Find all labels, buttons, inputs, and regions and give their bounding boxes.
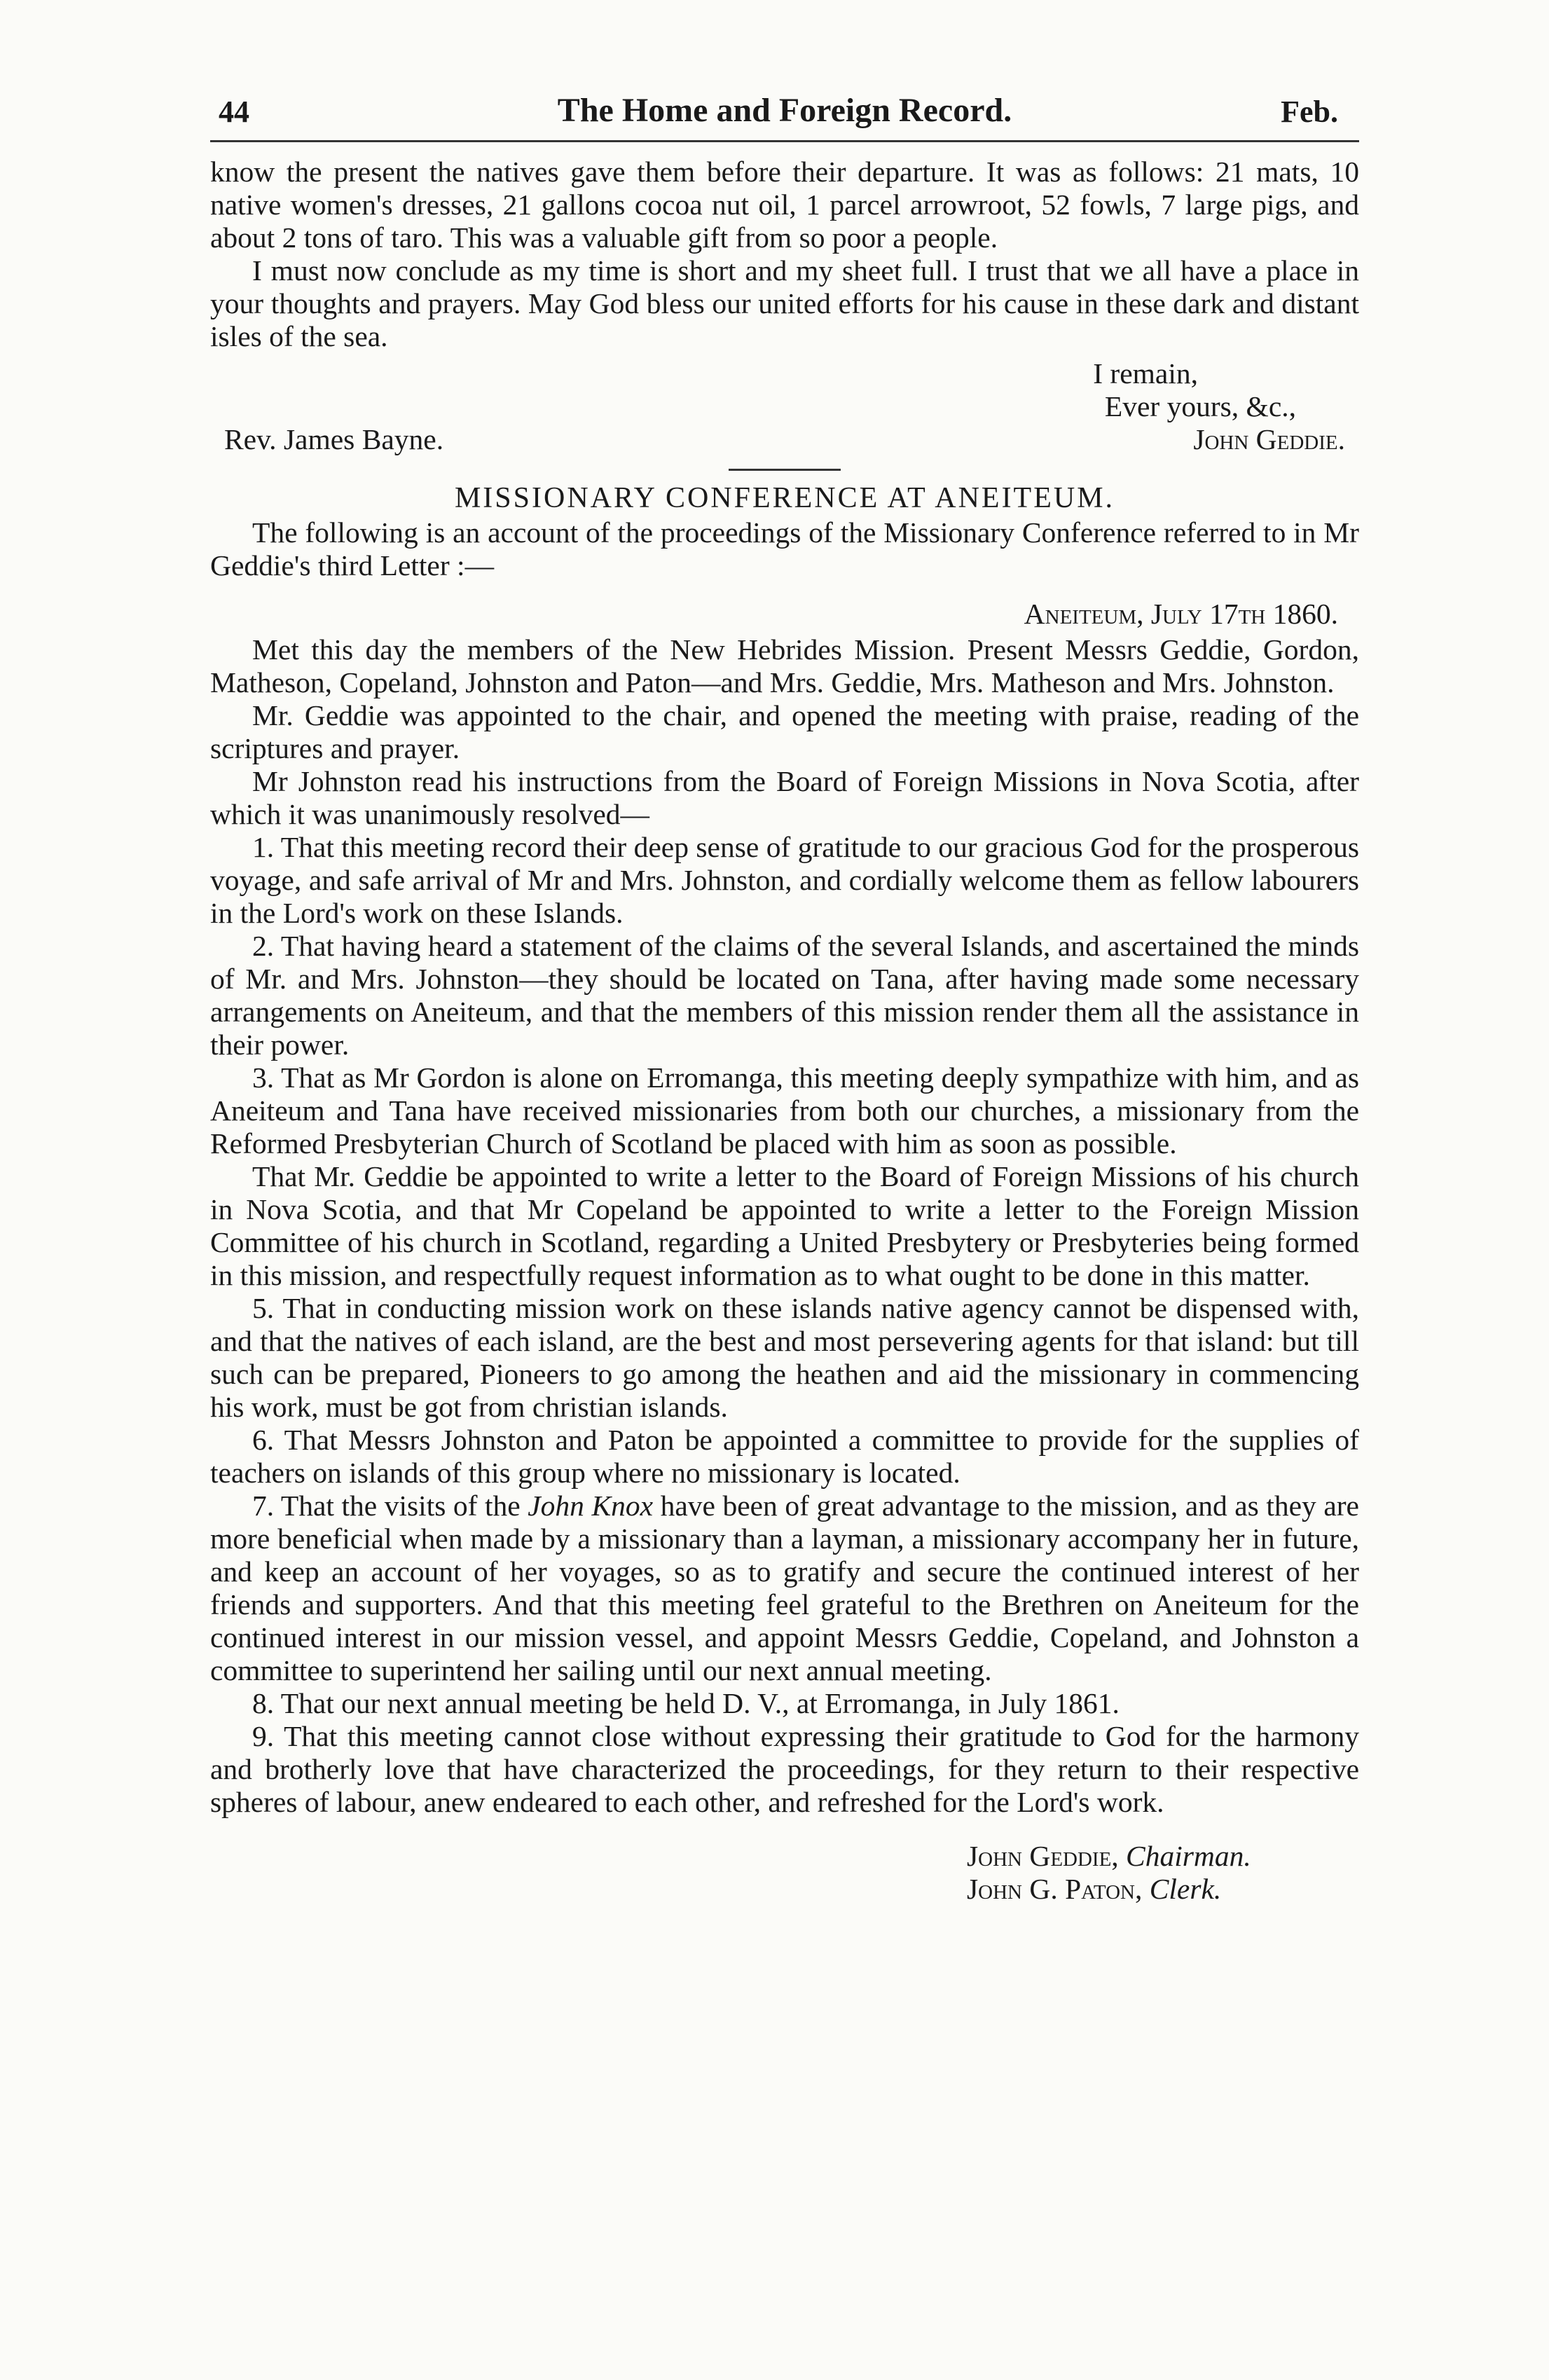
letter-paragraph: I must now conclude as my time is short and my sheet full. I trust that we all have a place in your thoughts and prayers. May God bless our united efforts for his cause in these dark and distant isles of the sea. [210, 254, 1359, 352]
letter-addressee: Rev. James Bayne. [224, 423, 444, 455]
running-title: The Home and Foreign Record. [557, 92, 1012, 129]
conference-intro: The following is an account of the proceedings of the Missionary Conference referred to in Mr Geddie's third Letter :— [210, 516, 1359, 582]
resolution-2: 2. That having heard a statement of the claims of the several Islands, and ascertained the minds of Mr. and Mrs. Johnston—they should be located on Tana, after having made some necessary arrangements on Aneiteum, and that the members of this mission render them all the assistance in their power. [210, 930, 1359, 1061]
resolution-8: 8. That our next annual meeting be held D. V., at Erromanga, in July 1861. [252, 1687, 1120, 1719]
letter-signature: John Geddie. [1193, 423, 1345, 455]
resolution-1: 1. That this meeting record their deep sense of gratitude to our gracious God for the prosperous voyage, and safe arrival of Mr and Mrs. Johnston, and cordially welcome them as fellow labourers in the Lord's work on these Islands. [210, 831, 1359, 929]
clerk-name: John G. Paton, [967, 1873, 1143, 1905]
conference-dateline: Aneiteum, July 17th 1860. [1024, 598, 1338, 630]
resolution-3: 3. That as Mr Gordon is alone on Erromanga, this meeting deeply sympathize with him, and as Aneiteum and Tana have received missionaries from both our churches, a missionary from the Reformed Presbyterian Church of Scotland be placed with him as soon as possible. [210, 1061, 1359, 1160]
resolution-9: 9. That this meeting cannot close without expressing their gratitude to God for the harmony and brotherly love that have characterized the proceedings, for they return to their respective spheres of labour, anew endeared to each other, and refreshed for the Lord's work. [210, 1720, 1359, 1818]
resolution-7-text: have been of great advantage to the mission, and as they are more beneficial when made by a missionary than a layman, a missionary accompany her in future, and keep an account of her voyages, so as to gratify and secure the continued interest of her friends and supporters. And that this meeting feel grateful to the Brethren on Aneiteum for the continued interest in our mission vessel, and appoint Messrs Geddie, Copeland, and Johnston a committee to superintend her sailing until our next annual meeting. [210, 1490, 1359, 1686]
page-header [210, 83, 1359, 139]
chairman-role: Chairman. [1126, 1840, 1251, 1872]
header-month: Feb. [1281, 95, 1338, 129]
minutes-paragraph: Met this day the members of the New Hebrides Mission. Present Messrs Geddie, Gordon, Matheson, Copeland, Johnston and Paton—and Mrs. Geddie, Mrs. Matheson and Mrs. Johnston. [210, 633, 1359, 699]
resolution-4: That Mr. Geddie be appointed to write a letter to the Board of Foreign Missions of his church in Nova Scotia, and that Mr Copeland be appointed to write a letter to the Foreign Mission Committee of his church in Scotland, regarding a United Presbytery or Presbyteries being formed in this mission, and respectfully request information as to what ought to be done in this matter. [210, 1160, 1359, 1291]
clerk-signature [210, 1873, 1359, 1906]
minutes-paragraph: Mr. Geddie was appointed to the chair, and opened the meeting with praise, reading of the scriptures and prayer. [210, 699, 1359, 764]
resolution-7 [210, 1490, 1359, 1687]
resolution-6: 6. That Messrs Johnston and Paton be appointed a committee to provide for the supplies of teachers on islands of this group where no missionary is located. [210, 1424, 1359, 1489]
section-separator [729, 469, 841, 471]
letter-signature-row [210, 423, 1359, 456]
letter-paragraph: know the present the natives gave them before their departure. It was as follows: 21 mats, 10 native women's dresses, 21 gallons cocoa nut oil, 1 parcel arrowroot, 52 fowls, 7 large pigs, and about 2 tons of taro. This was a valuable gift from so poor a people. [210, 156, 1359, 254]
article-body [210, 154, 1359, 1906]
letter-closing: Ever yours, &c., [1104, 390, 1296, 422]
chairman-name: John Geddie, [967, 1840, 1119, 1872]
letter-closing: I remain, [1093, 357, 1198, 390]
chairman-signature [210, 1840, 1359, 1873]
header-rule [210, 140, 1359, 142]
resolution-5: 5. That in conducting mission work on these islands native agency cannot be dispensed with, and that the natives of each island, are the best and most persevering agents for that island: but till such can be prepared, Pioneers to go among the heathen and aid the missionary in commencing his work, must be got from christian islands. [210, 1292, 1359, 1423]
clerk-role: Clerk. [1149, 1873, 1222, 1905]
minutes-paragraph: Mr Johnston read his instructions from the Board of Foreign Missions in Nova Scotia, after which it was unanimously resolved— [210, 765, 1359, 830]
page-number: 44 [219, 95, 249, 129]
section-heading: MISSIONARY CONFERENCE AT ANEITEUM. [454, 482, 1115, 514]
ship-name: John Knox [528, 1490, 654, 1522]
resolution-7-text: 7. That the visits of the [252, 1490, 528, 1522]
